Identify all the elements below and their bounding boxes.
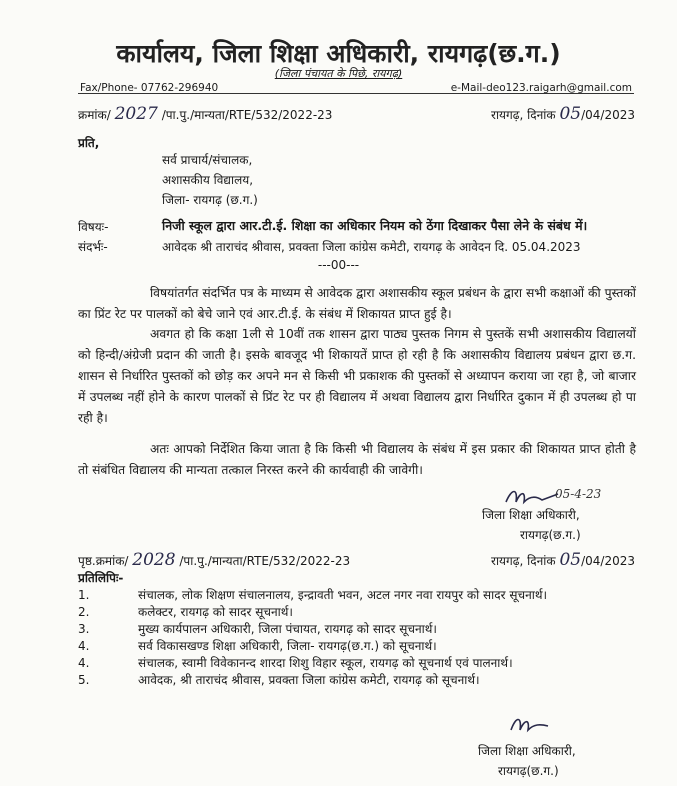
officer-title-2: जिला शिक्षा अधिकारी, bbox=[478, 744, 576, 758]
ref-prefix: क्रमांक/ bbox=[78, 108, 111, 122]
list-item-text: संचालक, लोक शिक्षण संचालनालय, इन्द्रावती भवन, अटल नगर नवा रायपुर को सादर सूचनार्थ। bbox=[138, 588, 548, 602]
subject-text: निजी स्कूल द्वारा आर.टी.ई. शिक्षा का अधिकार नियम को ठेंगा दिखाकर पैसा लेने के संबंध में। bbox=[162, 218, 588, 233]
endorsement-number: 2028 bbox=[132, 550, 176, 570]
endorsement-code: /पा.पु./मान्यता/RTE/532/2022-23 bbox=[179, 554, 351, 568]
email: e-Mail-deo123.raigarh@gmail.com bbox=[450, 82, 632, 94]
list-item bbox=[78, 638, 547, 655]
list-item-number: 3. bbox=[78, 622, 90, 636]
list-item-number: 5. bbox=[78, 673, 90, 687]
officer-place: रायगढ़(छ.ग.) bbox=[520, 528, 581, 542]
endorsement-ref bbox=[78, 550, 350, 570]
endorsement-prefix: पृष्ठ.क्रमांक/ bbox=[78, 554, 129, 568]
ref-place-date: रायगढ़, दिनांक bbox=[491, 108, 556, 122]
list-item bbox=[78, 604, 547, 621]
list-item bbox=[78, 621, 547, 638]
ref-line bbox=[78, 104, 332, 124]
officer-place-2: रायगढ़(छ.ग.) bbox=[498, 764, 559, 778]
addressee-line: जिला- रायगढ़ (छ.ग.) bbox=[162, 193, 258, 207]
list-item-number: 4. bbox=[78, 639, 90, 653]
office-title: कार्यालय, जिला शिक्षा अधिकारी, रायगढ़(छ.ग.) bbox=[116, 39, 561, 68]
list-item-text: मुख्य कार्यपालन अधिकारी, जिला पंचायत, रायगढ़ को सादर सूचनार्थ। bbox=[138, 622, 437, 636]
ref-date-rest: /04/2023 bbox=[581, 108, 635, 122]
office-subtitle: (जिला पंचायत के पिछे, रायगढ़) bbox=[274, 67, 403, 80]
body-paragraph-3: अतः आपको निर्देशित किया जाता है कि किसी भी विद्यालय के संबंध में इस प्रकार की शिकायत प्राप्त होती है तो संबंधित विद्यालय की मान्यता तत्काल निरस्त करने की कार्यवाही की जावेगी। bbox=[78, 442, 636, 477]
ref-date bbox=[491, 104, 635, 124]
signature-scribble-2 bbox=[508, 712, 552, 736]
copy-list bbox=[78, 587, 547, 689]
separator: ---00--- bbox=[317, 258, 360, 272]
addressee-line: सर्व प्राचार्य/संचालक, bbox=[162, 153, 253, 167]
list-item-text: आवेदक, श्री ताराचंद श्रीवास, प्रवक्ता जिला कांग्रेस कमेटी, रायगढ़ को सूचनार्थ। bbox=[138, 673, 480, 687]
officer-title: जिला शिक्षा अधिकारी, bbox=[482, 508, 580, 522]
list-item bbox=[78, 587, 547, 604]
list-item bbox=[78, 655, 547, 672]
addressee-line: अशासकीय विद्यालय, bbox=[162, 173, 254, 187]
ref-date-day: 05 bbox=[559, 104, 582, 124]
cc-label: प्रतिलिपिः- bbox=[78, 571, 124, 585]
body-paragraph-1: विषयांतर्गत संदर्भित पत्र के माध्यम से आवेदक द्वारा अशासकीय स्कूल प्रबंधन के द्वारा सभी कक्षाओं की पुस्तकों का प्रिंट रेट पर पालकों को बेचे जाने एवं आर.टी.ई. के संबंध में शिकायत प्राप्त हुई है। bbox=[78, 286, 636, 321]
list-item-text: कलेक्टर, रायगढ़ को सादर सूचनार्थ। bbox=[138, 605, 293, 619]
signature-date: 05-4-23 bbox=[555, 487, 602, 501]
endorsement-date-day: 05 bbox=[559, 550, 582, 570]
ref-code: /पा.पु./मान्यता/RTE/532/2022-23 bbox=[161, 108, 333, 122]
to-label: प्रति, bbox=[78, 136, 100, 150]
list-item-number: 1. bbox=[78, 588, 90, 602]
endorsement-place-date: रायगढ़, दिनांक bbox=[491, 554, 556, 568]
list-item-number: 4. bbox=[78, 656, 90, 670]
fax-phone: Fax/Phone- 07762-296940 bbox=[80, 82, 219, 94]
list-item-text: संचालक, स्वामी विवेकानन्द शारदा शिशु विहार स्कूल, रायगढ़ को सूचनार्थ एवं पालनार्थ। bbox=[138, 656, 513, 670]
reference-text: आवेदक श्री ताराचंद श्रीवास, प्रवक्ता जिला कांग्रेस कमेटी, रायगढ़ के आवेदन दि. 05.04.2023 bbox=[162, 240, 581, 254]
header-divider bbox=[78, 93, 634, 94]
list-item bbox=[78, 672, 547, 689]
endorsement-date bbox=[491, 550, 635, 570]
body-paragraph-2: अवगत हो कि कक्षा 1ली से 10वीं तक शासन द्वारा पाठ्य पुस्तक निगम से पुस्तकें सभी अशासकीय विद्यालयों को हिन्दी/अंग्रेजी प्रदान की जाती है। इसके बावजूद भी शिकायतें प्राप्त हो रही है कि अशासकीय विद्यालय प्रबंधन द्वारा छ.ग. शासन से निर्धारित पुस्तकों को छोड़ कर अपने मन से किसी भी प्रकाशक की पुस्तकों से अध्यापन कराया जा रहा है, जो बाजार में उपलब्ध नहीं होने के कारण पालकों से प्रिंट रेट पर ही विद्यालय में अथवा विद्यालय द्वारा निर्धारित दुकान में ही उपलब्ध हो पा रही है। bbox=[78, 327, 636, 425]
reference-label: संदर्भः- bbox=[78, 240, 108, 254]
list-item-number: 2. bbox=[78, 605, 90, 619]
endorsement-date-rest: /04/2023 bbox=[581, 554, 635, 568]
list-item-text: सर्व विकासखण्ड शिक्षा अधिकारी, जिला- रायगढ़(छ.ग.) को सूचनार्थ। bbox=[138, 639, 437, 653]
ref-number: 2027 bbox=[114, 104, 158, 124]
subject-label: विषयः- bbox=[78, 220, 109, 234]
